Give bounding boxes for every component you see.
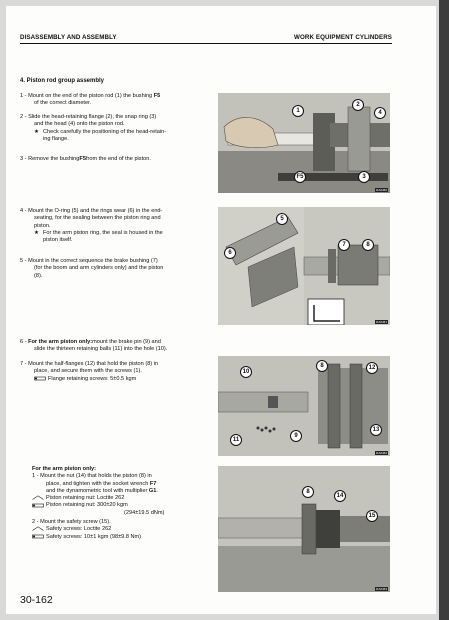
step-text-line: Mount the safety screw (15). <box>40 519 111 526</box>
step-text-line: . <box>156 487 158 494</box>
step-7 <box>20 361 216 383</box>
torque-spec <box>20 376 216 383</box>
torque-spec <box>32 534 222 541</box>
step-number: 2 - <box>32 519 41 526</box>
torque-wrench-icon <box>32 503 44 508</box>
step-text-line: seating, for the sealing between the piston ring and <box>34 215 161 222</box>
step-text-line: mount the brake pin (9) and <box>92 339 161 345</box>
star-icon: ★ <box>34 229 40 236</box>
tool-code: F7 <box>149 480 157 487</box>
step-text-line: place, and secure them with the screws (1). <box>34 368 142 375</box>
torque-wrench-icon <box>32 534 44 539</box>
adhesive-icon <box>32 495 44 500</box>
callout-15: 15 <box>366 510 378 522</box>
page-number: 30-162 <box>20 594 53 606</box>
step-text-line: and the dynamometric tool with multiplier <box>46 487 149 494</box>
callout-12: 12 <box>366 362 378 374</box>
step-6 <box>20 339 216 354</box>
figure-code: RA0450 <box>376 188 387 192</box>
callout-5: 5 <box>276 213 288 225</box>
callout-11: 11 <box>230 434 242 446</box>
step-text-line: from the end of the piston. <box>85 156 151 162</box>
callout-10: 10 <box>240 366 252 378</box>
step-number: 1 - <box>32 473 41 480</box>
step-text-line: Mount the nut (14) that holds the piston (8) in <box>40 473 152 480</box>
star-icon: ★ <box>34 128 40 135</box>
step-text-line: Slide the head-retaining flange (2), the snap ring (3) <box>28 114 157 120</box>
callout-4: 4 <box>374 107 386 119</box>
figure-piston-nut <box>218 466 390 592</box>
step-number: 1 - <box>20 93 29 99</box>
step-text-line: slide the thirteen retaining balls (11) into the hole (10). <box>34 346 168 353</box>
callout-13: 13 <box>370 424 382 436</box>
torque-wrench-icon <box>34 376 46 381</box>
callout-3: 3 <box>358 171 370 183</box>
header-rule <box>20 43 392 44</box>
loctite-spec <box>32 526 222 533</box>
header-left: DISASSEMBLY AND ASSEMBLY <box>20 34 117 41</box>
tool-code: G1 <box>148 487 157 494</box>
loctite-text: Safety screws: Loctite 262 <box>46 526 112 533</box>
callout-7: 7 <box>338 239 350 251</box>
note-text: piston itself. <box>43 237 73 244</box>
loctite-spec <box>32 495 222 502</box>
step-text-line: of the correct diameter. <box>34 100 92 107</box>
callout-6: 6 <box>224 247 236 259</box>
callout-8: 8 <box>316 360 328 372</box>
step-text-line: place, and tighten with the socket wrench <box>46 480 150 487</box>
note-text: For the arm piston ring, the seal is housed in the <box>43 229 163 236</box>
figure-piston-rod-bushing <box>218 93 390 193</box>
note <box>20 129 210 136</box>
step-qualifier: For the arm piston only: <box>28 339 93 345</box>
header-right: WORK EQUIPMENT CYLINDERS <box>294 34 392 41</box>
figure-code: RA0451 <box>376 320 387 324</box>
step-text-line: piston. <box>34 222 51 229</box>
callout-1: 1 <box>292 105 304 117</box>
figure-drawing <box>218 466 390 592</box>
figure-oring-and-piston <box>218 207 390 325</box>
step-number: 4 - <box>20 208 29 214</box>
step-text-line: Mount on the end of the piston rod (1) the bushing <box>28 93 154 99</box>
callout-f5: F5 <box>294 171 306 183</box>
figure-drawing <box>218 207 390 325</box>
step-text-line: (8). <box>34 272 43 279</box>
step-number: 7 - <box>20 361 29 367</box>
torque-text: Safety screws: 10±1 kgm (98±9.8 Nm) <box>46 533 142 540</box>
torque-text-alt: (294±19.5 dNm) <box>124 509 165 516</box>
torque-text: Flange retaining screws: 5±0.5 kgm <box>48 375 137 382</box>
step-2 <box>20 114 210 143</box>
callout-8: 8 <box>302 486 314 498</box>
step-text <box>28 93 160 100</box>
adhesive-icon <box>32 526 44 531</box>
step-number: 6 - <box>20 339 29 345</box>
step-text-line: Remove the bushing <box>28 156 80 162</box>
tool-code: F5 <box>79 156 86 162</box>
figure-code: RA0453 <box>376 587 387 591</box>
step-4 <box>20 208 212 244</box>
step-text-line: and the head (4) onto the piston rod. <box>34 121 125 128</box>
tool-code: F5 <box>153 93 161 99</box>
callout-8: 8 <box>362 239 374 251</box>
loctite-text: Piston retaining nut: Loctite 262 <box>46 495 125 502</box>
callout-14: 14 <box>334 490 346 502</box>
page-edge-bar <box>439 0 449 620</box>
step-text-line: Mount the O-ring (5) and the rings wear (6) in the end- <box>28 208 163 214</box>
step-3 <box>20 156 220 163</box>
step-text-line: (for the boom and arm cylinders only) and the piston <box>34 265 164 272</box>
torque-spec <box>32 502 222 509</box>
figure-code: RA0452 <box>376 451 387 455</box>
note <box>20 230 212 237</box>
callout-2: 2 <box>352 99 364 111</box>
figure-half-flanges <box>218 356 390 456</box>
callout-9: 9 <box>290 430 302 442</box>
step-number: 3 - <box>20 156 29 162</box>
step-1 <box>20 93 210 108</box>
step-text-line: Mount the half-flanges (12) that hold the piston (8) in <box>28 361 159 367</box>
step-5 <box>20 258 212 280</box>
note-text: ing flange. <box>43 135 69 142</box>
torque-text: Piston retaining nut: 300±20 kgm <box>46 502 128 509</box>
step-number: 2 - <box>20 114 29 120</box>
step-text-line: Mount in the correct sequence the brake bushing (7) <box>28 258 158 264</box>
note-text: Check carefully the positioning of the head-retain- <box>43 128 167 135</box>
arm-piston-section <box>32 466 222 541</box>
step-number: 5 - <box>20 258 29 264</box>
arm-section-title: For the arm piston only: <box>32 466 97 472</box>
section-title: 4. Piston rod group assembly <box>20 78 105 84</box>
